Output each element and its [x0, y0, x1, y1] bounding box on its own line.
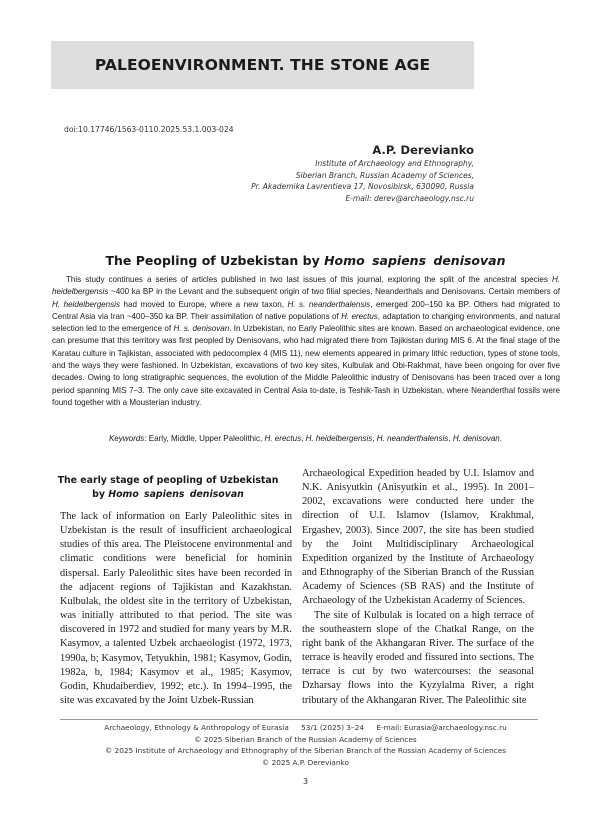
journal-issue: 53/1 (2025) 3–24 — [301, 723, 364, 732]
keywords — [0, 434, 611, 443]
body-paragraph: The lack of information on Early Paleolithic sites in Uzbekistan is the result of insufficient archaeological studies of this area. The Pleistocene environmental and climatic conditions were beneficial for hominin dispersal. Early Paleolithic sites have been recorded in the adjacent regions of Tajikistan and Kazakhstan. Kulbulak, the oldest site in the territory of Uzbekistan, was initially attributed to that period. The site was discovered in 1972 and studied for many years by M.R. Kasymov, a talented Uzbek archaeologist (1972, 1973, 1990a, b; Kasymov, Tetyukhin, 1981; Kasymov, Godin, 1982a, b, 1984; Kasymov et al., 1985; Kasymov, Godin, Khudaiberdiev, 1992; etc.). In 1994–1995, the site was excavated by the Joint Uzbek-Russian — [60, 511, 292, 707]
copyright-line: © 2025 Siberian Branch of the Russian Academy of Sciences — [194, 734, 417, 744]
taxon-name: H. heidelbergensis — [305, 434, 373, 443]
author-name: A.P. Derevianko — [372, 143, 474, 157]
text-run: This study continues a series of articles published in two last issues of this journal, exploring the split of the ancestral species — [66, 275, 552, 284]
section-heading-line2-italic: Homo sapiens denisovan — [108, 488, 244, 500]
abstract — [52, 274, 560, 409]
keywords-label: Keywords — [108, 434, 145, 443]
body-paragraph: The site of Kulbulak is located on a high terrace of the southeastern slope of the Chatkal Range, on the right bank of the Akhangaran River. The surface of the terrace is heavily eroded and fissured into sections. The terrace is cut by two watercourses: the seasonal Dzharsay flows into the Kyzylalma River, a right tributary of the Akhangaran River. The Paleolithic site — [302, 609, 534, 706]
body-column-left — [60, 510, 292, 708]
doi-link[interactable]: doi:10.17746/1563-0110.2025.53.1.003-024 — [64, 125, 234, 134]
affiliation-line: Institute of Archaeology and Ethnography, — [315, 159, 474, 168]
copyright-line: © 2025 Institute of Archaeology and Ethnography of the Siberian Branch of the Russian Academy of Sciences — [104, 746, 506, 755]
text-run: : Early, Middle, Upper Paleolithic, — [144, 434, 265, 443]
section-banner-text: PALEOENVIRONMENT. THE STONE AGE — [94, 56, 431, 74]
text-run: , adaptation to changing environments, and natural selection led to the emergence of — [52, 311, 560, 334]
text-run: . — [499, 434, 503, 443]
article-title-italic: Homo sapiens denisovan — [324, 253, 506, 268]
text-run: ~400 ka BP in the Levant and the subsequent origin of two filial species, Neanderthals and Denisovans. Certain members of — [108, 287, 560, 297]
section-heading-line2-plain: by — [92, 488, 109, 500]
page-number: 3 — [302, 777, 309, 786]
footer-divider — [60, 719, 538, 720]
taxon-name: H. heidelbergensis — [52, 299, 120, 309]
taxon-name: H. s. denisovan — [173, 324, 230, 334]
text-run: , — [448, 434, 453, 443]
taxon-name: H. s. neanderthalensis — [287, 299, 371, 309]
journal-name: Archaeology, Ethnology & Anthropology of Eurasia — [104, 723, 289, 732]
section-heading — [52, 474, 284, 501]
body-column-right — [302, 467, 534, 708]
taxon-name: H. neanderthalensis — [376, 434, 449, 443]
text-run: , emerged 200–150 ka BP. Others had migrated to Central Asia via Iran ~400–350 ka BP. Their assimilation of native populations of — [52, 299, 560, 321]
article-title — [0, 253, 611, 268]
author-email[interactable]: E-mail: derev@archaeology.nsc.ru — [345, 193, 474, 203]
text-run: , — [301, 434, 306, 443]
affiliation-line: Siberian Branch, Russian Academy of Sciences, — [295, 170, 474, 180]
footer — [0, 722, 611, 768]
taxon-name: H. erectus — [341, 311, 378, 321]
copyright-line: © 2025 A.P. Derevianko — [262, 757, 349, 767]
taxon-name: H. heidelbergensis — [52, 275, 560, 297]
taxon-name: H. erectus — [264, 434, 302, 443]
section-heading-line1: The early stage of peopling of Uzbekistan — [57, 475, 279, 486]
affiliation-address: Pr. Akademika Lavrentieva 17, Novosibirsk, 630090, Russia — [251, 182, 474, 191]
taxon-name: H. denisovan — [452, 434, 500, 443]
text-run: , — [372, 434, 377, 443]
footer-journal-line — [0, 722, 611, 734]
keywords-list — [144, 434, 502, 443]
section-banner — [51, 41, 474, 89]
body-paragraph: Archaeological Expedition headed by U.I. Islamov and N.K. Anisyutkin (Anisyutkin et al., 1995). In 2001–2002, excavations were conducted here under the direction of U.I. Islamov (Islamov, Krakhmal, Ergashev, 2003). Since 2007, the site has been studied by the Joint Multidisciplinary Archaeological Expedition organized by the Institute of Archaeology and Ethnography of the Siberian Branch of the Russian Academy of Sciences (SB RAS) and the Institute of Archaeology of the Uzbekistan Academy of Sciences. — [302, 468, 534, 607]
author-block — [251, 142, 474, 204]
journal-email[interactable]: E-mail: Eurasia@archaeology.nsc.ru — [376, 723, 507, 732]
text-run: had moved to Europe, where a new taxon, — [119, 299, 288, 309]
text-run: . In Uzbekistan, no Early Paleolithic sites are known. Based on archaeological evidence, one can presume that this territory was first peopled by Denisovans, who had migrated there from Tajikistan during MIS 6. At the final stage of the Karatau culture in Tajikistan, associated with pedocomplex 4 (MIS 11), new elements appeared in primary lithic reduction, types of stone tools, and the ways they were fashioned. In Uzbekistan, excavations of two key sites, Kulbulak and Obi-Rakhmat, have been ongoing for over five decades. Owing to long stratigraphic sequences, the evolution of the Middle Paleolithic industry of Denisovans has been traced over a long period spanning MIS 7–3. The only cave site excavated in Central Asia to-date, is Teshik-Tash in Uzbekistan, where Neanderthal fossils were found together with a Mousterian industry. — [52, 324, 560, 407]
article-title-plain: The Peopling of Uzbekistan by — [105, 253, 325, 268]
